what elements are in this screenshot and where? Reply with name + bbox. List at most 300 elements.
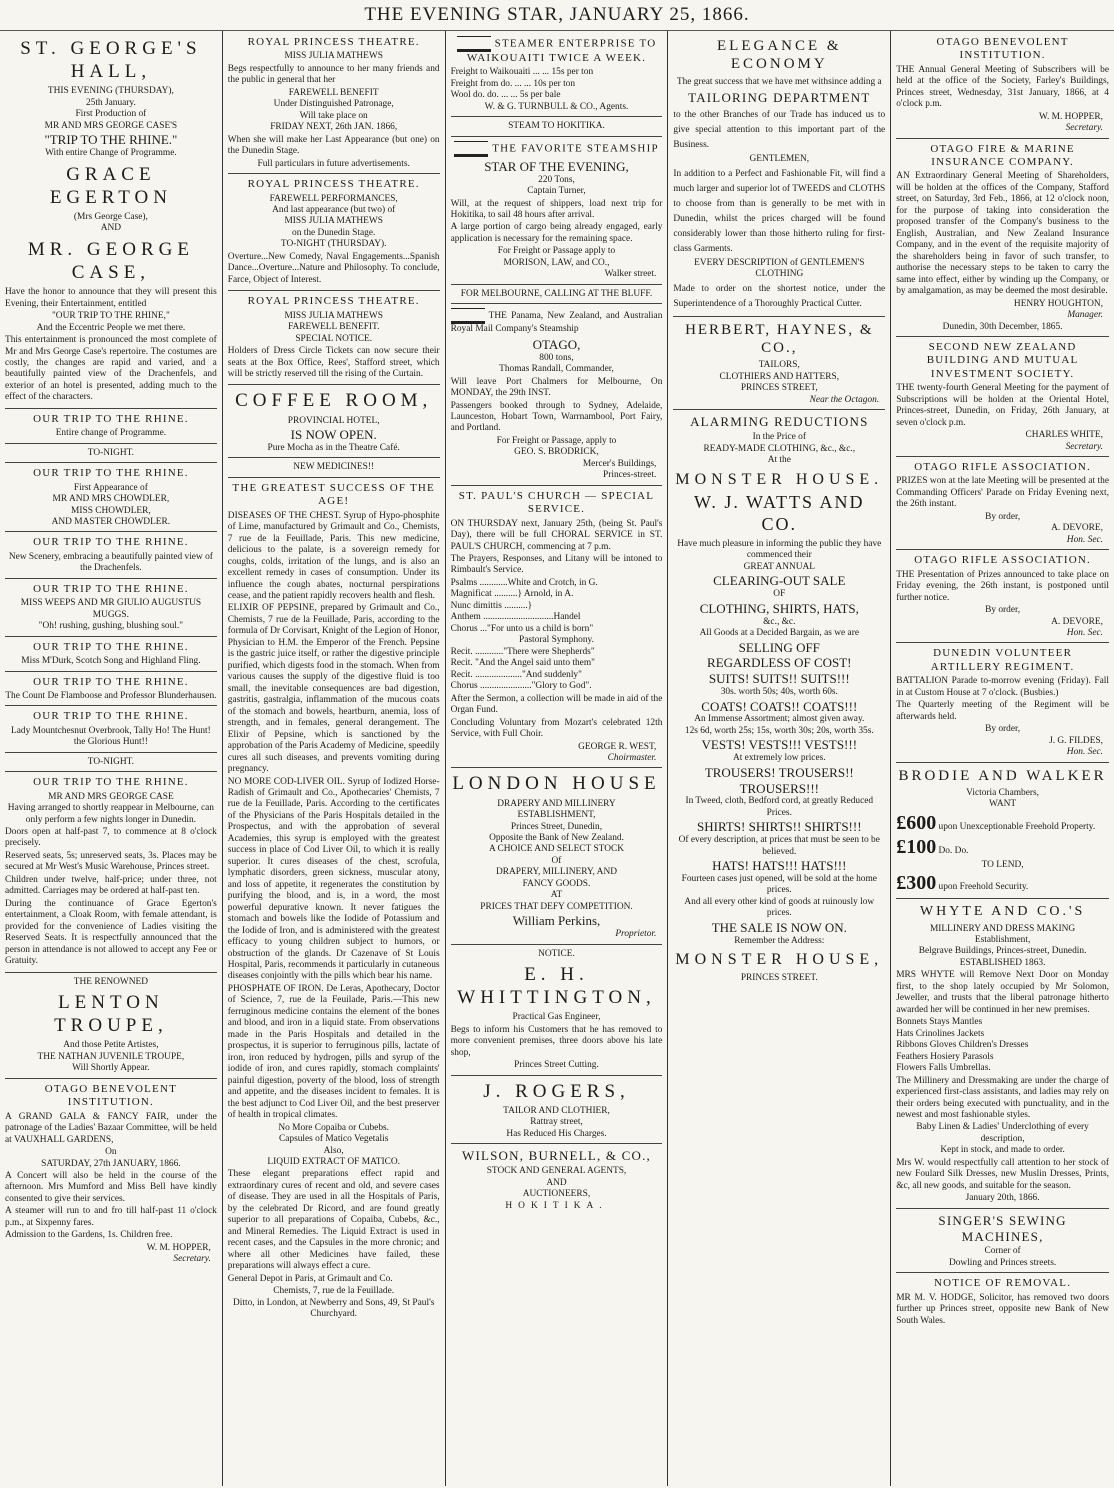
ad-line: "Oh! rushing, gushing, blushing soul."	[38, 621, 184, 632]
ad-line: Fourteen cases just opened, will be sold at the home prices.	[681, 874, 877, 896]
ad-text: A GRAND GALA & FANCY FAIR, under the patronage of the Ladies' Bazaar Committee, will be held at VAUXHALL GARDENS,	[5, 1111, 217, 1145]
ad-line: WANT	[989, 799, 1017, 810]
ad-text: MRS WHYTE will Remove Next Door on Monday first, to the shop lately occupied by Mr Solomon, Jeweller, and trusts that the liberal patronage hitherto awarded her will be continued in her new premises.	[896, 970, 1109, 1015]
ad-line: New Scenery, embracing a beautifully painted view of the Drachenfels.	[8, 551, 213, 574]
ad-text: DISEASES OF THE CHEST. Syrup of Hypo-phosphite of Lime, manufactured by Grimault and Co., Chemists, 7 rue de la Feuillade, Paris. This new medicine, delicious to the palate, is a sovereign remedy for coughs, colds, irritation of the lungs, and is also an excellent remedy in cases of consumption. Under its influence the cough abates, nocturnal perspirations cease, and the patient rapidly recovers health and flesh.	[227, 510, 440, 601]
ad-heading: OUR TRIP TO THE RHINE.	[33, 640, 189, 653]
ad-line: 12s 6d, worth 25s; 15s, worth 30s; 20s, worth 35s.	[684, 725, 874, 736]
ad-text: Will, at the request of shippers, load next trip for Hokitika, to sail 48 hours after arrival.	[450, 198, 663, 221]
ad-heading: ROYAL PRINCESS THEATRE.	[247, 36, 420, 48]
ad-heading: SECOND NEW ZEALAND BUILDING AND MUTUAL INVESTMENT SOCIETY.	[926, 341, 1079, 380]
ad-line: For Freight or Passage, apply to	[496, 435, 617, 446]
ad-line: SPECIAL NOTICE.	[295, 333, 373, 344]
ad-heading: DUNEDIN VOLUNTEER ARTILLERY REGIMENT.	[930, 647, 1075, 673]
ad-heading: ROYAL PRINCESS THEATRE.	[247, 295, 420, 308]
ad-line: SATURDAY, 27th JANUARY, 1866.	[41, 1158, 181, 1169]
loan-row	[896, 835, 1109, 859]
ad-line: Freight to Waikouaiti ... ... 15s per ton	[450, 67, 594, 78]
signature: HENRY HOUGHTON,	[1013, 298, 1103, 309]
ad-line: Having arranged to shortly reappear in Melbourne, can only perform a few nights longer in Dunedin.	[7, 803, 214, 825]
ad-line: Practical Gas Engineer,	[512, 1012, 601, 1023]
ad-line: SELLING OFF	[738, 639, 820, 655]
ad-line: Miss M'Durk, Scotch Song and Highland Fling.	[21, 656, 201, 667]
signature: W. M. HOPPER,	[146, 1242, 211, 1253]
ad-title: WHYTE AND CO.'S	[919, 904, 1086, 920]
ad-line: Freight from do. ... ... 10s per ton	[450, 78, 576, 89]
ad-text: In addition to a Perfect and Fashionable Fit, will find a much larger and superior lot of TWEEDS and CLOTHS to choose from than is generally to be met with in Dunedin, whilst the prices charged will be found considerably lower than those hitherto ruling for first-class Garments.	[673, 168, 886, 254]
ad-line: AUCTIONEERS,	[522, 1189, 591, 1200]
column-4	[668, 31, 891, 1486]
removal-notice	[896, 1277, 1109, 1331]
ad-line: Anthem ..............................Handel	[450, 612, 581, 623]
amount: £100	[896, 836, 937, 859]
ad-line: CLEARING-OUT SALE	[713, 573, 846, 589]
ad-line: By order,	[985, 605, 1021, 616]
ad-line: GREAT ANNUAL	[743, 561, 816, 572]
loan-row	[896, 871, 1109, 895]
ad-line: Pastoral Symphony.	[519, 635, 594, 646]
ad-line: CLOTHING, SHIRTS, HATS,	[699, 600, 859, 616]
ad-line: Pure Mocha as in the Theatre Café.	[267, 442, 400, 453]
columns	[0, 31, 1114, 1486]
ad-heading	[451, 36, 663, 65]
column-5	[891, 31, 1114, 1486]
ad-line: Remember the Address:	[734, 935, 825, 946]
lenton-troupe-ad	[5, 977, 217, 1079]
steamship-icon	[457, 36, 491, 52]
ad-line: All Goods at a Decided Bargain, as we are	[699, 628, 859, 639]
signature: A. DEVORE,	[1051, 616, 1103, 627]
ad-line: Recit. "And the Angel said unto them"	[450, 658, 595, 669]
ad-line: Has Reduced His Charges.	[506, 1128, 607, 1139]
melbourne-label	[451, 289, 663, 304]
signature-title: Secretary.	[1065, 441, 1103, 452]
ad-text: The Quarterly meeting of the Regiment will be afterwards held.	[896, 700, 1109, 722]
fire-marine-ad	[896, 143, 1109, 337]
ad-line: TO-NIGHT.	[87, 756, 135, 767]
ad-line: And the Eccentric People we met there.	[36, 322, 186, 333]
ad-text: Doors open at half-past 7, to commence at 8 o'clock precisely.	[5, 827, 217, 849]
ad-line: Princes Street Cutting.	[514, 1060, 599, 1071]
ad-line: AT	[550, 890, 563, 901]
ad-text: Will leave Port Chalmers for Melbourne, On MONDAY, the 29th INST.	[450, 376, 663, 399]
tonight-label	[5, 757, 217, 772]
ad-title: MONSTER HOUSE.	[675, 470, 884, 488]
ad-text: ON THURSDAY next, January 25th, (being St. Paul's Day), there will be full CHORAL SERVICE in ST. PAUL'S CHURCH, commencing at 7 p.m.	[450, 518, 663, 552]
ad-heading: OUR TRIP TO THE RHINE.	[33, 582, 189, 595]
ad-line: The Count De Flamboose and Professor Blunderhausen.	[5, 690, 217, 701]
ad-line: AND MASTER CHOWDLER.	[51, 517, 171, 528]
ad-line: MR AND MRS GEORGE CASE'S	[44, 120, 178, 131]
ad-line: In Tweed, cloth, Bedford cord, at greatly Reduced Prices.	[685, 796, 874, 818]
signature-title: Hon. Sec.	[1066, 534, 1103, 545]
ad-text: Begs to inform his Customers that he has removed to more convenient premises, three doors above his late shop,	[450, 1024, 663, 1058]
ad-title: GRACE EGERTON	[49, 163, 172, 208]
ad-text: PRIZES won at the late Meeting will be presented at the Commanding Officers' Parade on Friday Evening next, the 26th instant.	[896, 476, 1109, 510]
ad-text: These elegant preparations effect rapid and extraordinary cures of recent and old, and severe cases of disease. They are used in all the Hospitals of Paris, by the celebrated Dr Ricord, and are found greatly superior to all preparations of Copaiba, Cubebs, &c., and Mineral Remedies. The Liquid Extract is used in recent cases, and the Capsules in the more chronic; and where all other Medicines have failed, these preparations will always effect a cure.	[227, 1169, 440, 1272]
column-2	[223, 31, 446, 1486]
ad-heading: OUR TRIP TO THE RHINE.	[33, 710, 189, 723]
ad-line: At the	[767, 455, 791, 466]
goods-line: Ribbons Gloves Children's Dresses	[896, 1040, 1029, 1051]
ad-title: J. ROGERS,	[483, 1080, 630, 1102]
ad-title: LONDON HOUSE	[452, 773, 661, 795]
ad-line: NOTICE.	[538, 948, 575, 959]
ad-text: Begs respectfully to announce to her many friends and the public in general that her	[227, 63, 440, 86]
ad-text: During the continuance of Grace Egerton's entertainment, a Cloak Room, with female attendant, is provided for the convenience of Ladies visiting the Reserved Seats. It is respectfully announced that the person in attendance is not allowed to accept any Fee or Gratuity.	[5, 898, 217, 967]
ad-text: PHOSPHATE OF IRON. De Leras, Apothecary, Doctor of Science, 7, rue de la Feuilade, Paris.—This new ferruginous medicine contains the element of the bones and blood, and iron in a liquid state. From observations made in the Paris Hospitals and detailed in the prospectus, it is superior to ferruginous pills, lactate of iron, iron reduced by hydrogen, pills and syrup of the iodide of iron, and cures rapidly, stomach complaints' painful digestion, poverty of the blood, loss of strength and appetite, and the diseases incident to females. It is the best adjunct to Cod Liver Oil, and the best preserver of health in tropical climates.	[227, 983, 440, 1121]
coffee-room-ad	[228, 389, 440, 458]
ad-text: A large portion of cargo being already engaged, early application is necessary for the remaining space.	[450, 222, 663, 244]
ad-line: Chorus ......................"Glory to God".	[450, 681, 592, 692]
ad-line: Magnificat ..........} Arnold, in A.	[450, 589, 574, 600]
ad-text: Children under twelve, half-price; under three, not admitted. Carriages may be ordered at half-past ten.	[5, 874, 217, 897]
amount: £600	[896, 811, 937, 834]
ad-line: 220 Tons,	[538, 174, 575, 185]
ad-line: VESTS! VESTS!!! VESTS!!!	[701, 737, 858, 753]
ad-line: AND	[546, 1177, 567, 1188]
column-1	[0, 31, 223, 1486]
ad-line: W. & G. TURNBULL & CO., Agents.	[484, 101, 629, 112]
whittington-notice	[451, 949, 663, 1076]
ad-line: TO LEND,	[981, 859, 1024, 870]
goods-line: Hats Crinolines Jackets	[896, 1028, 985, 1039]
building-society-ad	[896, 341, 1109, 457]
ad-heading: OTAGO BENEVOLENT INSTITUTION.	[44, 1082, 178, 1109]
trip-ad	[5, 676, 217, 707]
loan-text: upon Freehold Security.	[938, 882, 1029, 893]
signature: A. DEVORE,	[1051, 523, 1103, 534]
ad-title: MR. GEORGE CASE,	[27, 238, 194, 283]
trip-ad	[5, 776, 217, 972]
ad-line: Full particulars in future advertisements.	[257, 158, 410, 169]
artillery-ad	[896, 647, 1109, 762]
ad-line: Dowling and Princes streets.	[948, 1257, 1057, 1268]
goods-line: Feathers Hosiery Parasols	[896, 1051, 994, 1062]
ad-line: MISS JULIA MATHEWS	[284, 310, 383, 321]
ad-heading: OUR TRIP TO THE RHINE.	[33, 467, 189, 480]
tailoring-ad	[673, 37, 885, 317]
ad-text-inner: THE Panama, New Zealand, and Australian Royal Mail Company's Steamship	[450, 311, 663, 335]
ad-text: Passengers booked through to Sydney, Adelaide, Launceston, Hobart Town, Warrnambool, Port Fairy, and Portland.	[450, 400, 663, 434]
ad-line: READY-MADE CLOTHING, &c., &c.,	[703, 443, 856, 454]
ad-title: E. H. WHITTINGTON,	[457, 964, 656, 1009]
ad-line: By order,	[985, 724, 1021, 735]
ad-text: Overture...New Comedy, Naval Engagements...Spanish Dance...Overture...Nature and Philosophy. To conclude, Farce, Object of Interest.	[227, 251, 440, 285]
ad-line: By order,	[985, 511, 1021, 522]
ad-heading	[451, 141, 663, 157]
medicines-ad	[228, 482, 440, 1324]
ad-line: SUITS! SUITS!! SUITS!!!	[708, 671, 850, 687]
ad-line: Recit. ...................."And suddenly"	[450, 669, 582, 680]
ad-text: After the Sermon, a collection will be made in aid of the Organ Fund.	[450, 693, 663, 716]
ad-line: And those Petite Artistes,	[63, 1040, 159, 1051]
ad-line: "TRIP TO THE RHINE."	[44, 132, 178, 148]
royal-princess-ad-2	[228, 178, 440, 291]
ad-text: General Depot in Paris, at Grimault and Co.	[227, 1273, 393, 1284]
tonight-label	[5, 448, 217, 463]
ad-line: A CHOICE AND SELECT STOCK	[488, 844, 625, 855]
ad-line: Lady Mountchesnut Overbrook, Tally Ho! The Hunt! the Glorious Hunt!!	[11, 725, 211, 748]
ad-line: Opposite the Bank of New Zealand.	[489, 833, 624, 844]
star-of-evening-ad	[451, 141, 663, 285]
trip-ad	[5, 641, 217, 672]
rogers-ad	[451, 1080, 663, 1145]
loan-text: Do. Do.	[938, 846, 969, 857]
ad-line: TO-NIGHT.	[87, 447, 135, 458]
ad-text: The Millinery and Dressmaking are under the charge of experienced first-class assistants, and ladies may rely on their orders being executed with punctuality, and in the newest and most fashionable styles.	[896, 1075, 1109, 1121]
waikouaiti-steamer-ad	[451, 36, 663, 117]
ad-line: Baby Linen & Ladies' Underclothing of every description,	[916, 1122, 1089, 1144]
monster-house-ad	[673, 414, 885, 987]
ad-line: The great success that we have met withsince adding a	[676, 76, 882, 87]
ad-line: LIQUID EXTRACT OF MATICO.	[267, 1156, 401, 1167]
ad-line: TAILOR AND CLOTHIER,	[503, 1105, 610, 1116]
ad-text: This entertainment is pronounced the most complete of Mr and Mrs George Case's repertoire. The costumes are costly, the changes are rapid and varied, and a beautifully painted view of the Drachenfels, and exterior of an hotel is presented, adding much to the effect of the characters.	[5, 335, 217, 403]
ad-line: 800 tons,	[539, 352, 574, 363]
ad-text: Made to order on the shortest notice, under the Superintendence of a Thoroughly Practical Cutter.	[673, 283, 886, 309]
signature-title: Proprietor.	[615, 929, 657, 940]
ad-line: And last appearance (but two) of	[272, 204, 396, 215]
hokitika-label	[451, 121, 663, 136]
ad-text: Reserved seats, 5s; unreserved seats, 3s. Places may be secured at Mr West's Music Warehouse, Princes street.	[5, 850, 217, 873]
ad-line: PRINCES STREET,	[740, 383, 818, 394]
masthead: THE EVENING STAR, JANUARY 25, 1866.	[0, 0, 1114, 31]
london-house-ad	[451, 772, 663, 944]
signature: GEORGE R. WEST,	[578, 741, 657, 752]
goods-line: Flowers Falls Umbrellas.	[896, 1063, 991, 1074]
trip-ad	[5, 536, 217, 578]
ad-line: Rattray street,	[530, 1117, 583, 1128]
ad-line: MR AND MRS CHOWDLER,	[52, 494, 170, 505]
ad-line: Princes-street.	[603, 470, 657, 481]
ad-line: In the Price of	[752, 432, 806, 443]
ad-line: DRAPERY, MILLINERY, AND	[495, 867, 617, 878]
ad-line: Entire change of Programme.	[55, 428, 167, 439]
ad-line: MISS WEEPS AND MR GIULIO AUGUSTUS MUGGS.	[20, 598, 202, 620]
whyte-millinery-ad	[896, 903, 1109, 1208]
ad-line: FANCY GOODS.	[522, 878, 591, 889]
ad-line: MISS JULIA MATHEWS	[284, 216, 383, 227]
ad-line: HATS! HATS!!! HATS!!!	[712, 858, 847, 874]
ad-line: STAR OF THE EVENING,	[484, 158, 629, 174]
new-medicines-label	[228, 462, 440, 477]
ad-title: ST. GEORGE'S HALL,	[20, 38, 202, 83]
ad-text: THE Annual General Meeting of Subscribers will be held at the office of the Society, Farley's Buildings, Princes street, Wednesday, 31st January, 1866, at 4 o'clock p.m.	[896, 64, 1109, 110]
ad-line: OTAGO,	[532, 336, 581, 352]
signature-title: Secretary.	[173, 1254, 211, 1265]
ad-heading: ALARMING REDUCTIONS	[690, 414, 869, 430]
ad-line: 25th January.	[85, 97, 136, 108]
rifle-association-ad-1	[896, 461, 1109, 550]
ad-line: STEAM TO HOKITIKA.	[508, 121, 605, 132]
ad-line: Captain Turner,	[527, 186, 586, 197]
ad-line: FOR MELBOURNE, CALLING AT THE BLUFF.	[460, 288, 653, 299]
ad-heading: SINGER'S SEWING MACHINES,	[938, 1212, 1067, 1244]
ad-line: FAREWELL BENEFIT.	[287, 322, 380, 333]
ad-heading: ROYAL PRINCESS THEATRE.	[247, 178, 420, 191]
ad-text: AN Extraordinary General Meeting of Shareholders, will be holden at the offices of the Company, Stafford street, on Saturday, 3rd Feb., 1866, at 12 o'clock noon, for the purpose of taking into consideration the proposed transfer of the Company's business to the English, Australian, and New Zealand Insurance Company, and in the event of the requisite majority of the shareholders being in favor of such transfer, to authorise the necessary steps to be taken to carry the same into effect, either by winding up the Company, or by amalgamation, as may be deemed the most desirable.	[896, 171, 1109, 297]
trip-ad	[5, 583, 217, 637]
signature-title: Manager.	[1067, 310, 1103, 321]
signature: CHARLES WHITE,	[1025, 430, 1103, 441]
herbert-haynes-ad	[673, 321, 885, 410]
ad-line: Psalms ............White and Crotch, in G.	[450, 577, 598, 588]
ad-line: Princes Street, Dunedin,	[510, 821, 603, 832]
ad-line: Kept in stock, and made to order.	[940, 1145, 1065, 1156]
ad-line: Walker street.	[604, 269, 657, 280]
ad-line: Wool do. do. ... ... 5s per bale	[450, 90, 561, 101]
ad-line: &c., &c.	[763, 616, 796, 627]
ad-heading: OTAGO RIFLE ASSOCIATION.	[914, 554, 1091, 567]
ad-line: ESTABLISHED 1863.	[959, 957, 1046, 968]
ad-title: BRODIE AND WALKER	[898, 767, 1107, 784]
trip-ad	[5, 710, 217, 752]
ad-line: Of	[551, 855, 562, 866]
ad-heading-text: THE FAVORITE STEAMSHIP	[492, 142, 659, 155]
signature: J. G. FILDES,	[1049, 735, 1103, 746]
ad-line: DRAPERY AND MILLINERY	[497, 798, 616, 809]
ad-line: (Mrs George Case),	[73, 211, 148, 222]
ad-title: HERBERT, HAYNES, & CO.,	[685, 321, 874, 357]
ad-line: EVERY DESCRIPTION of GENTLEMEN'S CLOTHING	[694, 257, 865, 280]
ad-title: COFFEE ROOM,	[235, 390, 433, 412]
ad-line: AND	[100, 223, 122, 234]
ad-line: "OUR TRIP TO THE RHINE,"	[51, 311, 170, 322]
ad-line: MR AND MRS GEORGE CASE	[48, 791, 174, 802]
ad-text: Admission to the Gardens, 1s. Children free.	[5, 1230, 173, 1241]
ad-line: First Appearance of	[73, 482, 148, 493]
ad-line: SHIRTS! SHIRTS!! SHIRTS!!!	[697, 819, 862, 835]
ad-line: TAILORS,	[758, 360, 800, 371]
ad-text: ELIXIR OF PEPSINE, prepared by Grimault and Co., Chemists, 7 rue de la Feuillade, Paris, according to the formula of Dr Corvisart, Knight of the Legion of Honor, Physician to H.M. the Emperor of the French. Pepsine is the gastric juice itself, or rather the digestive principle purified, which digests food in the stomach. When from various causes the supply of the digestive fluid is too small, the inevitable consequences are bad digestion, gastritis, gastralgia, inflammation of the mucous coats of the stomach and bowels, heartburn, anemia, loss of strength, and in females, general derangement. The Elixir of Pepsine, which is sanctioned by the approbation of the Paris Academy of Medicine, speedily cures all such diseases, and prevents vomiting during pregnancy.	[227, 603, 440, 775]
ad-line: PROVINCIAL HOTEL,	[287, 415, 380, 426]
ad-heading: OUR TRIP TO THE RHINE.	[33, 412, 189, 425]
ad-line: THE RENOWNED	[73, 976, 148, 987]
ad-heading-text: STEAMER ENTERPRISE TO WAIKOUAITI TWICE A WEEK.	[466, 37, 657, 64]
benevolent-gala-ad	[5, 1083, 217, 1269]
ad-line: Also,	[323, 1145, 344, 1156]
ad-line: For Freight or Passage apply to	[497, 246, 616, 257]
ad-line: Mercer's Buildings,	[582, 458, 657, 469]
brodie-walker-ad	[896, 767, 1109, 900]
steamship-icon	[451, 308, 485, 324]
ad-line: Corner of	[984, 1246, 1021, 1257]
ad-line: Dunedin, 30th December, 1865.	[942, 321, 1063, 332]
otago-steamship-ad	[451, 308, 663, 485]
ad-line: Nunc dimittis ..........}	[450, 600, 533, 611]
ad-line: Have much pleasure in informing the public they have commenced their	[677, 539, 882, 561]
ad-line: Thomas Randall, Commander,	[499, 364, 614, 375]
wilson-burnell-ad	[451, 1148, 663, 1215]
st-georges-hall-ad	[5, 37, 217, 409]
ad-title: ELEGANCE & ECONOMY	[717, 38, 842, 73]
ad-heading: OTAGO BENEVOLENT INSTITUTION.	[936, 36, 1069, 62]
ad-text: A steamer will run to and fro till half-past 11 o'clock p.m., at Sixpenny fares.	[5, 1206, 217, 1228]
ad-line: Chorus ..."For unto us a child is born"	[450, 623, 594, 634]
ad-heading: ST. PAUL'S CHURCH — SPECIAL SERVICE.	[458, 489, 655, 516]
ad-line: MILLINERY AND DRESS MAKING	[929, 923, 1076, 934]
ad-line: TO-NIGHT (THURSDAY).	[280, 239, 387, 250]
ad-line: FAREWELL PERFORMANCES,	[269, 193, 398, 204]
ad-title: MONSTER HOUSE,	[675, 951, 884, 969]
ad-text: Holders of Dress Circle Tickets can now secure their seats at the Box Office, Rees', Stafford street, which will be strictly reserved till the rising of the Curtain.	[227, 346, 440, 379]
ad-line: THE NATHAN JUVENILE TROUPE,	[37, 1051, 185, 1062]
ad-line: NEW MEDICINES!!	[293, 462, 375, 473]
signature-title: Hon. Sec.	[1066, 747, 1103, 758]
loan-row	[896, 811, 1109, 835]
trip-ad	[5, 467, 217, 532]
ad-line: Under Distinguished Patronage,	[273, 99, 394, 110]
ad-line: CLOTHIERS AND HATTERS,	[719, 371, 840, 382]
goods-line: Bonnets Stays Mantles	[896, 1017, 983, 1028]
ad-line: FRIDAY NEXT, 26th JAN. 1866,	[270, 122, 398, 133]
ad-text: to the other Branches of our Trade has induced us to give special attention to this important part of the Business.	[673, 109, 886, 151]
ad-heading: OUR TRIP TO THE RHINE.	[33, 675, 189, 688]
ad-line: William Perkins,	[512, 913, 601, 929]
ad-line: MISS CHOWDLER,	[71, 505, 151, 516]
ad-line: Near the Octagon.	[809, 394, 880, 405]
signature-title: Hon. Sec.	[1066, 628, 1103, 638]
trip-ad	[5, 413, 217, 444]
ad-line: THE SALE IS NOW ON.	[711, 919, 847, 935]
ad-line: Will Shortly Appear.	[72, 1063, 150, 1074]
ad-text: Concluding Voluntary from Mozart's celebrated 12th Service, with Full Choir.	[450, 717, 663, 740]
ad-line: COATS! COATS!! COATS!!!	[701, 698, 858, 714]
ad-text: THE Presentation of Prizes announced to take place on Friday evening, the 26th instant, is postponed until further notice.	[896, 569, 1109, 603]
ad-text: NO MORE COD-LIVER OIL. Syrup of Iodized Horse-Radish of Grimault and Co., Apothecaries' Chemists, 7 rue de la Feuillade, Paris. According to the certificates of the Physicians of the Paris Hospitals detailed in the Prospectus, and with the approbation of several Academies, this syrup is employed with the greatest success in place of Cod Liver Oil, to which it is really superior. It cures diseases of the chest, scrofula, lymphatic disorders, green sickness, muscular atony, and loss of appetite, it regenerates the constitution by purifying the blood, and is, in a word, the most powerful depurative known. It never fatigues the stomach and bowels like the Iodide of Potassium and the Iodide of Iron, and is administered with the greatest efficacy to young children subject to humors, or obstruction of the glands. Dr Cazenave of St Louis Hospital, Paris, recommends it particularly in cutaneous diseases conjointly with the pills which bear his name.	[227, 776, 440, 982]
ad-line: Chemists, 7, rue de la Feuillade.	[273, 1286, 395, 1297]
ad-line: ESTABLISHMENT,	[517, 810, 596, 821]
ad-line: GENTLEMEN,	[749, 154, 810, 165]
ad-line: THIS EVENING (THURSDAY),	[47, 86, 174, 97]
rifle-association-ad-2	[896, 554, 1109, 643]
ad-line: FAREWELL BENEFIT	[288, 87, 379, 98]
ad-text: A Concert will also be held in the course of the afternoon. Mrs Mumford and Miss Bell have kindly consented to give their services.	[5, 1171, 217, 1204]
ad-line: January 20th, 1866.	[965, 1193, 1040, 1204]
ad-line: HOKITIKA.	[505, 1200, 608, 1211]
royal-princess-ad-1	[228, 36, 440, 174]
ad-line: MISS JULIA MATHEWS	[284, 51, 383, 62]
ad-line: Victoria Chambers,	[966, 787, 1040, 798]
ad-line: Recit. ............"There were Shepherds"	[450, 646, 595, 657]
ad-line: TROUSERS! TROUSERS!! TROUSERS!!!	[704, 764, 854, 796]
ad-title: LENTON TROUPE,	[54, 992, 168, 1037]
ad-line: MORISON, LAW, and CO.,	[503, 257, 610, 268]
ad-line: With entire Change of Programme.	[45, 148, 177, 159]
st-pauls-ad	[451, 490, 663, 769]
ad-line: At extremely low prices.	[732, 753, 826, 764]
ad-line: An Immense Assortment; almost given away.	[694, 714, 865, 725]
ad-line: First Production of	[75, 109, 147, 120]
ad-text: Mrs W. would respectfully call attention to her stock of new Foulard Silk Dresses, new Muslin Dresses, Prints, &c, all new goods, and suitable for the season.	[896, 1157, 1109, 1191]
ad-line: REGARDLESS OF COST!	[707, 655, 852, 671]
ad-line: STOCK AND GENERAL AGENTS,	[486, 1166, 627, 1177]
ad-text: Have the honor to announce that they will present this Evening, their Entertainment, entitled	[5, 287, 217, 309]
ad-title: W. J. WATTS AND CO.	[694, 492, 865, 535]
signature-title: Secretary.	[1065, 123, 1103, 134]
ad-text: The Prayers, Responses, and Litany will be intoned to Rimbault's Service.	[450, 554, 663, 576]
ad-line: OF	[773, 589, 786, 600]
ad-line: 30s. worth 50s; 40s, worth 60s.	[720, 687, 838, 698]
column-3	[446, 31, 669, 1486]
ad-line: Establishment,	[974, 934, 1031, 945]
ad-line: Belgrave Buildings, Princes-street, Dunedin.	[918, 946, 1087, 957]
ad-line: Capsules of Matico Vegetalis	[278, 1134, 389, 1145]
ad-heading: TAILORING DEPARTMENT	[688, 90, 871, 106]
ad-text: When she will make her Last Appearance (but one) on the Dunedin Stage.	[227, 134, 440, 157]
ad-text	[451, 308, 663, 335]
